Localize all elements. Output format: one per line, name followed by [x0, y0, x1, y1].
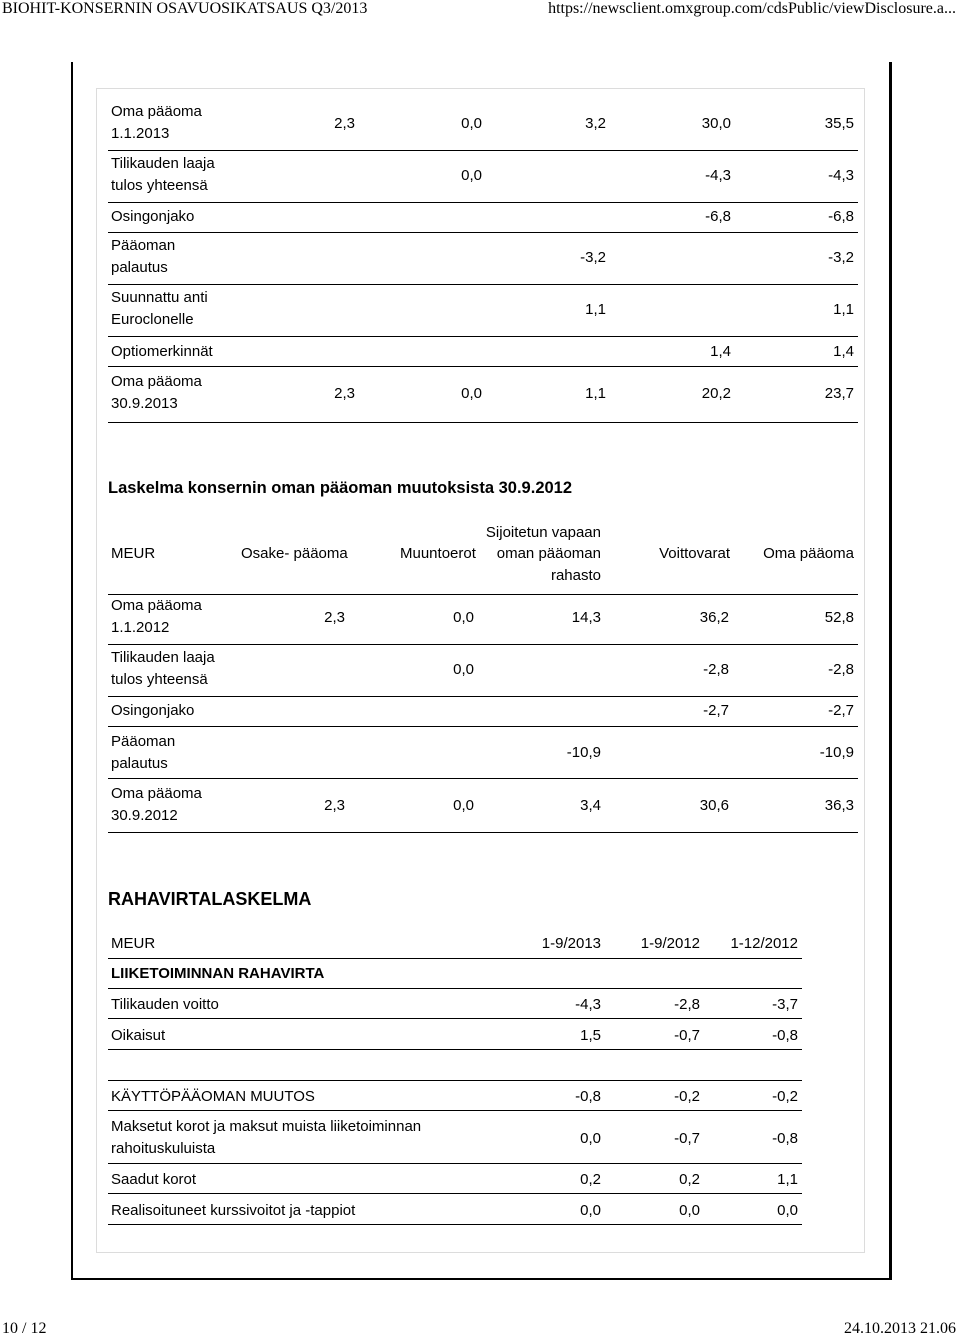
cell-value: 30,0	[701, 115, 731, 132]
cell-value: 23,7	[824, 385, 854, 402]
cell-value: 0,0	[777, 1202, 798, 1219]
cell-value: 1,5	[580, 1027, 601, 1044]
cell-value: 0,0	[580, 1130, 601, 1147]
row-label: 1.1.2013	[111, 125, 170, 142]
table-row	[108, 100, 858, 151]
row-label: tulos yhteensä	[111, 177, 208, 194]
cell-value: 0,2	[679, 1171, 700, 1188]
print-datetime: 24.10.2013 21.06	[844, 1320, 956, 1337]
cell-value: -0,8	[772, 1027, 798, 1044]
row-label: Oikaisut	[111, 1027, 166, 1044]
row-label: Osingonjako	[111, 208, 195, 225]
cell-value: -3,7	[772, 996, 798, 1013]
cell-value: 0,0	[580, 1202, 601, 1219]
table-row	[108, 698, 858, 727]
cell-value: 0,0	[453, 797, 474, 814]
cell-value: 14,3	[571, 609, 601, 626]
content-border-top	[96, 88, 865, 89]
row-label: Oma pääoma	[111, 373, 202, 390]
cell-value: 3,2	[585, 115, 606, 132]
row-label: 30.9.2012	[111, 807, 178, 824]
cell-value: 0,0	[461, 385, 482, 402]
cell-value: -2,8	[674, 996, 700, 1013]
cell-value: 30,6	[699, 797, 729, 814]
cell-value: 0,0	[461, 167, 482, 184]
cell-value: 0,2	[580, 1171, 601, 1188]
document-title: BIOHIT-KONSERNIN OSAVUOSIKATSAUS Q3/2013	[2, 0, 368, 17]
row-label: Optiomerkinnät	[111, 343, 213, 360]
cell-value: 36,2	[699, 609, 729, 626]
source-url: https://newsclient.omxgroup.com/cdsPublic/viewDisclosure.a...	[548, 0, 956, 17]
cell-value: -4,3	[705, 167, 731, 184]
row-label: Tilikauden laaja	[111, 649, 215, 666]
column-header-meur: MEUR	[111, 545, 156, 562]
section-row	[108, 960, 802, 989]
section-label: LIIKETOIMINNAN RAHAVIRTA	[111, 965, 325, 982]
table-row	[108, 1195, 802, 1225]
row-label: Oma pääoma	[111, 103, 202, 120]
cell-value: -0,7	[674, 1130, 700, 1147]
table-row	[108, 1020, 802, 1050]
row-label: tulos yhteensä	[111, 671, 208, 688]
cell-value: 36,3	[824, 797, 854, 814]
column-header-1-12-2012: 1-12/2012	[730, 935, 798, 952]
cell-value: 1,1	[833, 301, 854, 318]
table-header	[108, 932, 802, 959]
cell-value: 1,1	[585, 385, 606, 402]
row-label: palautus	[111, 259, 168, 276]
cell-value: 1,4	[833, 343, 854, 360]
table-row	[108, 286, 858, 337]
row-label: Suunnattu anti	[111, 289, 208, 306]
cell-value: -0,7	[674, 1027, 700, 1044]
cell-value: -2,7	[703, 702, 729, 719]
row-label: 1.1.2012	[111, 619, 170, 636]
cell-value: 1,1	[777, 1171, 798, 1188]
table-row	[108, 234, 858, 285]
cell-value: 20,2	[701, 385, 731, 402]
row-label: palautus	[111, 755, 168, 772]
row-label: Tilikauden voitto	[111, 996, 219, 1013]
row-label: KÄYTTÖPÄÄOMAN MUUTOS	[111, 1088, 315, 1105]
cell-value: 1,1	[585, 301, 606, 318]
row-label: Pääoman	[111, 733, 176, 750]
content-border-bottom	[96, 1252, 865, 1253]
cell-value: 2,3	[334, 115, 355, 132]
cell-value: 52,8	[824, 609, 854, 626]
table-row	[108, 1112, 802, 1164]
cell-value: 0,0	[453, 609, 474, 626]
cell-value: -4,3	[575, 996, 601, 1013]
row-label: Realisoituneet kurssivoitot ja -tappiot	[111, 1202, 356, 1219]
cell-value: 35,5	[824, 115, 854, 132]
cell-value: -10,9	[819, 744, 854, 761]
cell-value: 0,0	[453, 661, 474, 678]
table-row	[108, 646, 858, 697]
page-number: 10 / 12	[2, 1320, 47, 1337]
column-header-voittovarat: Voittovarat	[659, 545, 730, 562]
row-label: Oma pääoma	[111, 597, 202, 614]
cell-value: -2,8	[703, 661, 729, 678]
cell-value: 2,3	[324, 609, 345, 626]
table-row	[108, 204, 858, 233]
column-header-sijoitetun: oman pääoman	[496, 545, 601, 562]
spacer-row	[108, 1051, 802, 1081]
cell-value: -0,8	[575, 1088, 601, 1105]
cell-value: -4,3	[828, 167, 854, 184]
cell-value: -2,8	[828, 661, 854, 678]
row-label: Osingonjako	[111, 702, 195, 719]
table-header	[108, 520, 858, 595]
column-header-sijoitetun: Sijoitetun vapaan	[485, 524, 601, 541]
section-title: Laskelma konsernin oman pääoman muutoksista 30.9.2012	[108, 479, 573, 497]
table-row	[108, 1165, 802, 1194]
cell-value: -10,9	[566, 744, 601, 761]
cell-value: 1,4	[710, 343, 731, 360]
content-border-right	[864, 88, 865, 1253]
column-header-1-9-2013: 1-9/2013	[541, 935, 601, 952]
column-header-1-9-2012: 1-9/2012	[640, 935, 700, 952]
cell-value: -3,2	[828, 249, 854, 266]
table-row	[108, 152, 858, 203]
row-label: Oma pääoma	[111, 785, 202, 802]
column-header-oma: Oma pääoma	[763, 545, 854, 562]
row-label: 30.9.2013	[111, 395, 178, 412]
cell-value: -0,8	[772, 1130, 798, 1147]
content-border-left	[96, 88, 97, 1253]
frame-border-bottom	[71, 1278, 892, 1280]
column-header-meur: MEUR	[111, 935, 156, 952]
column-header-sijoitetun: rahasto	[550, 567, 601, 584]
column-header-muuntoerot: Muuntoerot	[400, 545, 476, 562]
row-label: Pääoman	[111, 237, 176, 254]
row-label: Saadut korot	[111, 1171, 197, 1188]
cashflow-title: RAHAVIRTALASKELMA	[108, 889, 312, 909]
row-label: rahoituskuluista	[111, 1140, 216, 1157]
cell-value: 0,0	[461, 115, 482, 132]
table-row	[108, 1082, 802, 1111]
row-label: Maksetut korot ja maksut muista liiketoiminnan	[111, 1118, 422, 1135]
frame-border-right	[889, 62, 892, 1280]
cell-value: -3,2	[580, 249, 606, 266]
cell-value: 0,0	[679, 1202, 700, 1219]
row-label: Euroclonelle	[111, 311, 194, 328]
table-row	[108, 368, 858, 423]
column-header-osake: Osake- pääoma	[241, 545, 348, 562]
table-row	[108, 728, 858, 779]
cell-value: -0,2	[772, 1088, 798, 1105]
table-row	[108, 780, 858, 833]
cell-value: -6,8	[705, 208, 731, 225]
cell-value: -6,8	[828, 208, 854, 225]
table-row	[108, 594, 858, 645]
frame-border-left	[71, 62, 73, 1280]
row-label: Tilikauden laaja	[111, 155, 215, 172]
cell-value: -0,2	[674, 1088, 700, 1105]
cell-value: 3,4	[580, 797, 601, 814]
cell-value: -2,7	[828, 702, 854, 719]
cell-value: 2,3	[334, 385, 355, 402]
table-row	[108, 338, 858, 367]
table-row	[108, 990, 802, 1019]
cell-value: 2,3	[324, 797, 345, 814]
